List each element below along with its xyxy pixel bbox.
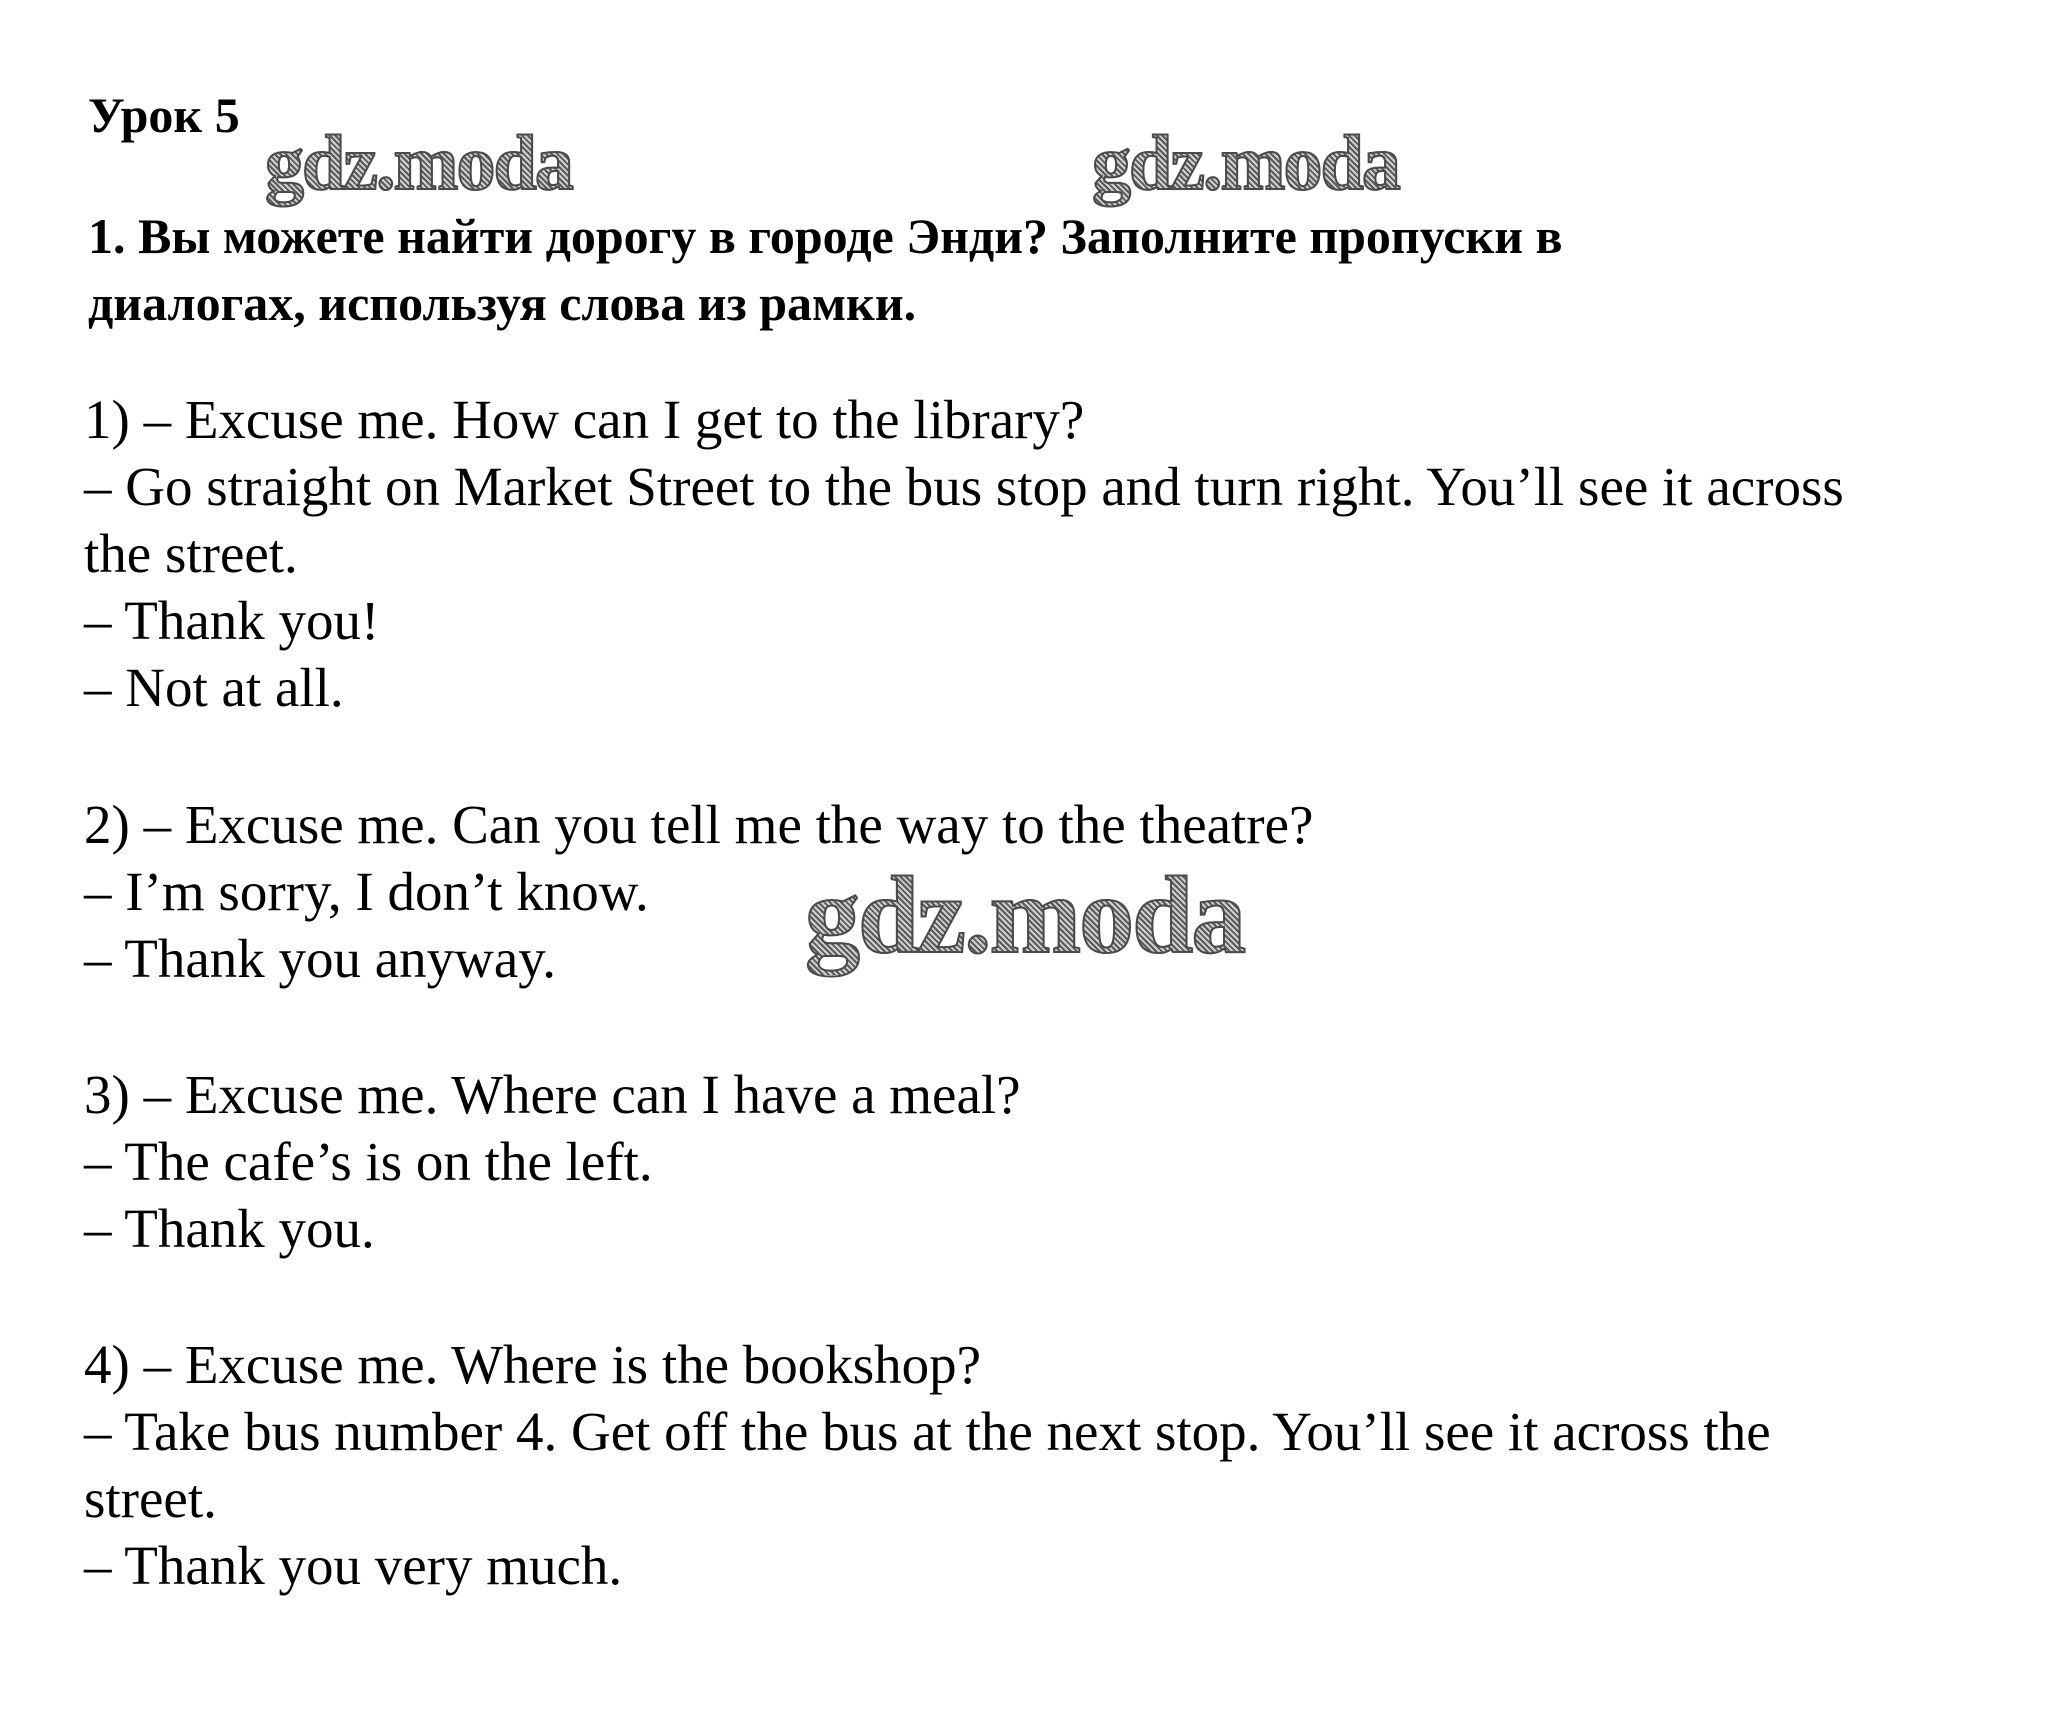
dialogue-line: the street. [84, 523, 298, 584]
dialogue-line: 3) – Excuse me. Where can I have a meal? [84, 1064, 1021, 1125]
dialogue-line: 2) – Excuse me. Can you tell me the way to the theatre? [84, 794, 1314, 855]
dialogue-line: – Thank you very much. [84, 1535, 623, 1596]
dialogue-line: – Thank you. [84, 1198, 375, 1259]
dialogue-line: – Go straight on Market Street to the bus stop and turn right. You’ll see it across [84, 456, 1844, 517]
dialogue-line: – Thank you! [84, 590, 380, 651]
dialogue-line: street. [84, 1468, 217, 1529]
dialogue-line: – Thank you anyway. [84, 928, 556, 989]
dialogue-line: 4) – Excuse me. Where is the bookshop? [84, 1334, 982, 1395]
lesson-title: Урок 5 [88, 87, 240, 143]
dialogue-line: – The cafe’s is on the left. [84, 1131, 653, 1192]
watermark-logo: gdz.moda [1092, 119, 1399, 206]
task-instruction-line-1: 1. Вы можете найти дорогу в городе Энди? Заполните пропуски в [88, 208, 1563, 264]
watermark-logo: gdz.moda [265, 119, 572, 206]
dialogue-line: – Not at all. [84, 657, 344, 718]
dialogue-line: 1) – Excuse me. How can I get to the library? [84, 389, 1085, 450]
dialogue-line: – I’m sorry, I don’t know. [84, 861, 649, 922]
watermark-logo: gdz.moda [805, 854, 1245, 976]
dialogue-line: – Take bus number 4. Get off the bus at the next stop. You’ll see it across the [84, 1401, 1771, 1462]
task-instruction-line-2: диалогах, используя слова из рамки. [88, 275, 917, 331]
